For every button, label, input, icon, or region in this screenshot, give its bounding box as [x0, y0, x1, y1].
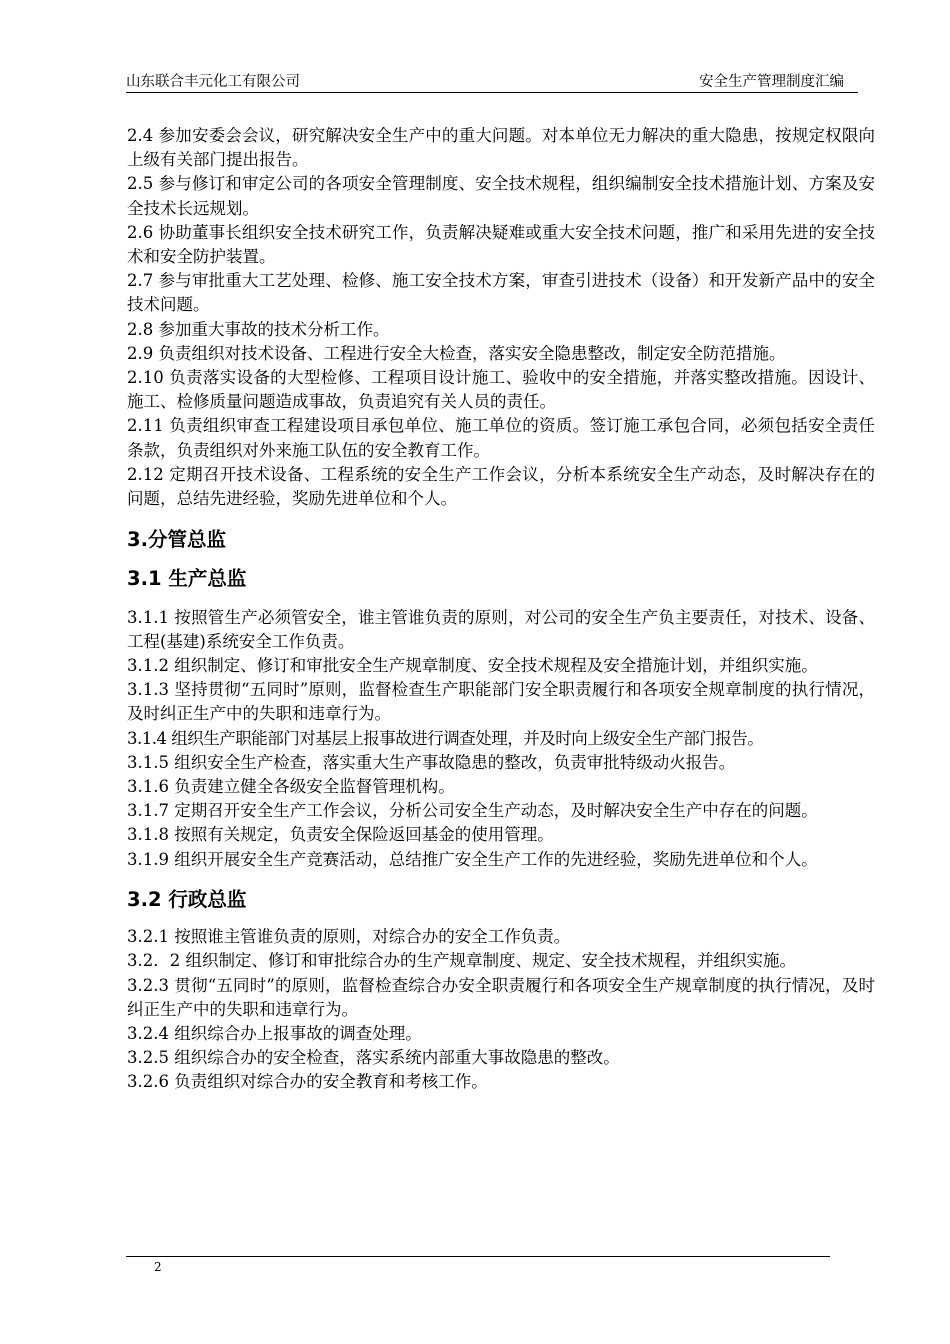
page-number: 2	[154, 1260, 162, 1274]
company-name: 山东联合丰元化工有限公司	[126, 74, 300, 90]
paragraph-3-1-4: 3.1.4 组织生产职能部门对基层上报事故进行调查处理，并及时向上级安全生产部门报告。	[127, 728, 764, 748]
paragraph-2-10: 2.10 负责落实设备的大型检修、工程项目设计施工、验收中的安全措施，并落实整改措施。因设计、施工、检修质量问题造成事故，负责追究有关人员的责任。	[127, 368, 875, 412]
paragraph-2-6: 2.6 协助董事长组织安全技术研究工作，负责解决疑难或重大安全技术问题，推广和采用先进的安全技术和安全防护装置。	[127, 222, 875, 267]
page-header	[126, 68, 858, 93]
paragraph-3-2-2: 3.2．2 组织制定、修订和审批综合办的生产规章制度、规定、安全技术规程，并组织实施。	[127, 951, 796, 971]
paragraph-3-2-4: 3.2.4 组织综合办上报事故的调查处理。	[127, 1023, 422, 1043]
paragraph-2-11: 2.11 负责组织审查工程建设项目承包单位、施工单位的资质。签订施工承包合同，必须包括安全责任条款，负责组织对外来施工队伍的安全教育工作。	[127, 416, 875, 460]
paragraph-2-9: 2.9 负责组织对技术设备、工程进行安全大检查，落实安全隐患整改，制定安全防范措施。	[127, 343, 786, 363]
subsection-heading-3-2: 3.2 行政总监	[127, 887, 247, 911]
paragraph-3-2-6: 3.2.6 负责组织对综合办的安全教育和考核工作。	[127, 1072, 488, 1092]
footer-divider	[126, 1256, 830, 1257]
paragraph-3-2-5: 3.2.5 组织综合办的安全检查，落实系统内部重大事故隐患的整改。	[127, 1048, 620, 1068]
paragraph-3-1-8: 3.1.8 按照有关规定，负责安全保险返回基金的使用管理。	[127, 825, 554, 845]
paragraph-2-7: 2.7 参与审批重大工艺处理、检修、施工安全技术方案，审查引进技术（设备）和开发新产品中的安全技术问题。	[127, 271, 875, 315]
paragraph-2-12: 2.12 定期召开技术设备、工程系统的安全生产工作会议，分析本系统安全生产动态，及时解决存在的问题，总结先进经验，奖励先进单位和个人。	[127, 464, 875, 509]
paragraph-3-1-5: 3.1.5 组织安全生产检查，落实重大生产事故隐患的整改，负责审批特级动火报告。	[127, 752, 736, 772]
page-content	[127, 124, 875, 1095]
section-heading-3: 3.分管总监	[127, 528, 226, 552]
paragraph-3-1-9: 3.1.9 组织开展安全生产竞赛活动，总结推广安全生产工作的先进经验，奖励先进单位和个人。	[127, 849, 818, 869]
paragraph-2-5: 2.5 参与修订和审定公司的各项安全管理制度、安全技术规程，组织编制安全技术措施计划、方案及安全技术长远规划。	[127, 174, 875, 218]
paragraph-2-8: 2.8 参加重大事故的技术分析工作。	[127, 319, 390, 339]
paragraph-2-4: 2.4 参加安委会会议，研究解决安全生产中的重大问题。对本单位无力解决的重大隐患，按规定权限向上级有关部门提出报告。	[127, 126, 875, 170]
subsection-heading-3-1: 3.1 生产总监	[127, 567, 247, 591]
paragraph-3-1-2: 3.1.2 组织制定、修订和审批安全生产规章制度、安全技术规程及安全措施计划，并组织实施。	[127, 656, 818, 676]
document-title: 安全生产管理制度汇编	[699, 74, 844, 90]
paragraph-3-1-6: 3.1.6 负责建立健全各级安全监督管理机构。	[127, 777, 455, 797]
paragraph-3-1-3: 3.1.3 坚持贯彻“五同时”原则，监督检查生产职能部门安全职责履行和各项安全规章制度的执行情况，及时纠正生产中的失职和违章行为。	[127, 680, 875, 724]
paragraph-3-2-3: 3.2.3 贯彻“五同时”的原则，监督检查综合办安全职责履行和各项安全生产规章制度的执行情况，及时纠正生产中的失职和违章行为。	[127, 975, 875, 1019]
paragraph-3-1-7: 3.1.7 定期召开安全生产工作会议，分析公司安全生产动态，及时解决安全生产中存在的问题。	[127, 801, 818, 821]
paragraph-3-2-1: 3.2.1 按照谁主管谁负责的原则，对综合办的安全工作负责。	[127, 927, 571, 947]
paragraph-3-1-1: 3.1.1 按照管生产必须管安全，谁主管谁负责的原则，对公司的安全生产负主要责任，对技术、设备、工程(基建)系统安全工作负责。	[127, 607, 875, 651]
